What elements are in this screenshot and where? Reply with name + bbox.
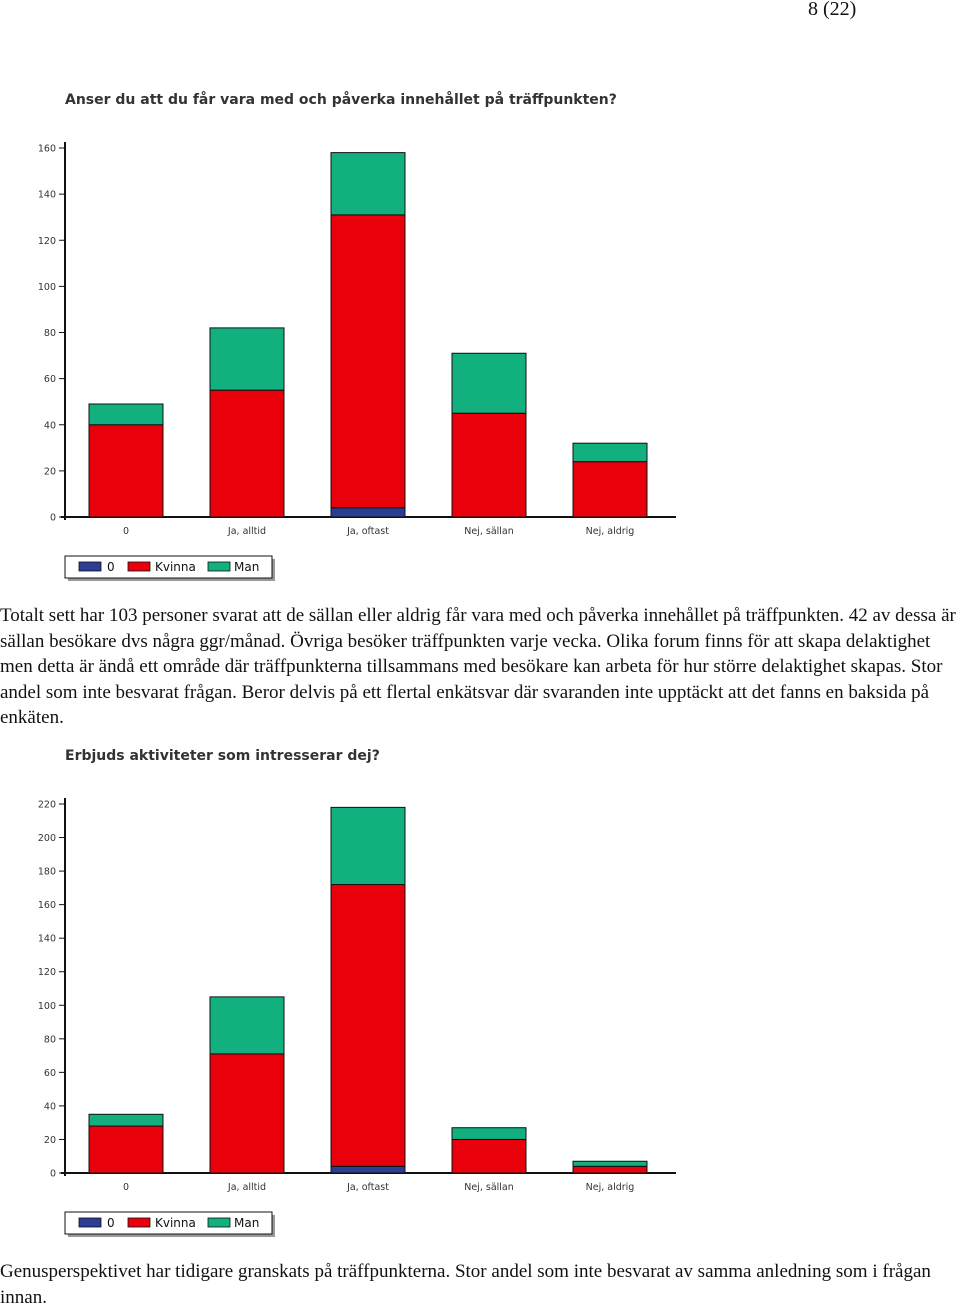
legend-label-2: Man — [234, 560, 260, 574]
y-tick-label: 20 — [43, 1134, 56, 1146]
category-label: Ja, oftast — [347, 1182, 389, 1193]
bar-segment-man-1 — [210, 328, 284, 390]
category-label: Nej, sällan — [464, 1182, 514, 1193]
y-tick-label: 40 — [43, 1101, 56, 1113]
category-label: Nej, aldrig — [585, 526, 635, 537]
category-label: Ja, alltid — [227, 1182, 267, 1193]
y-tick-label: 140 — [37, 189, 56, 201]
bar-segment-man-2 — [331, 807, 405, 884]
legend-swatch-2 — [208, 1218, 230, 1227]
bar-segment-man-1 — [210, 997, 284, 1054]
category-label: Nej, sällan — [464, 526, 514, 537]
bar-segment-kvinna-0 — [89, 425, 163, 517]
y-tick-label: 140 — [37, 933, 56, 945]
y-tick-label: 120 — [37, 235, 56, 247]
legend-label-0: 0 — [107, 560, 115, 574]
y-tick-label: 60 — [43, 1067, 56, 1079]
bar-segment-man-0 — [89, 1114, 163, 1126]
bar-segment-kvinna-3 — [452, 413, 526, 517]
y-tick-label: 0 — [49, 1168, 56, 1180]
bar-segment-kvinna-4 — [573, 462, 647, 517]
legend-swatch-1 — [128, 562, 150, 571]
body-paragraph-1: Totalt sett har 103 personer svarat att de sällan eller aldrig får vara med och påverka innehållet på träffpunkten. 42 av dessa är sällan besökare dvs några ggr/månad. Övriga besöker träffpunkten varje vecka. Olika forum finns för att skapa delaktighet men detta är ändå ett område där träffpunkterna tillsammans med besökare kan arbeta för hur större delaktighet skapas. Stor andel som inte besvarat frågan. Beror delvis på ett flertal enkätsvar där svaranden inte upptäckt att det fanns en baksida på enkäten. — [0, 605, 956, 729]
bar-segment-man-4 — [573, 1161, 647, 1166]
chart-title: Erbjuds aktiviteter som intresserar dej? — [65, 748, 380, 764]
bar-segment-man-3 — [452, 353, 526, 413]
bar-segment-kvinna-0 — [89, 1126, 163, 1173]
legend-swatch-1 — [128, 1218, 150, 1227]
y-tick-label: 100 — [37, 281, 56, 293]
y-tick-label: 180 — [37, 866, 56, 878]
y-tick-label: 160 — [37, 900, 56, 912]
bar-segment-man-3 — [452, 1128, 526, 1140]
category-label: 0 — [122, 1182, 130, 1193]
chart-legend — [65, 1212, 275, 1237]
legend-swatch-2 — [208, 562, 230, 571]
y-tick-label: 0 — [49, 512, 56, 524]
category-label: 0 — [122, 526, 130, 537]
bar-segment-0-2 — [331, 508, 405, 517]
legend-label-1: Kvinna — [155, 560, 196, 574]
y-tick-label: 20 — [43, 466, 56, 478]
legend-label-2: Man — [234, 1216, 260, 1230]
category-label: Nej, aldrig — [585, 1182, 635, 1193]
bar-segment-kvinna-4 — [573, 1166, 647, 1173]
y-tick-label: 60 — [43, 374, 56, 386]
chart-participation — [0, 80, 700, 650]
y-tick-label: 220 — [37, 799, 56, 811]
y-tick-label: 40 — [43, 420, 56, 432]
body-paragraph-2: Genusperspektivet har tidigare granskats på träffpunkterna. Stor andel som inte besvarat av samma anledning som i frågan innan. — [0, 1261, 931, 1308]
legend-label-1: Kvinna — [155, 1216, 196, 1230]
category-label: Ja, alltid — [227, 526, 267, 537]
bar-segment-man-0 — [89, 404, 163, 425]
bar-segment-kvinna-2 — [331, 885, 405, 1167]
bar-segment-0-2 — [331, 1166, 405, 1173]
bar-segment-kvinna-3 — [452, 1139, 526, 1173]
bar-segment-man-4 — [573, 443, 647, 461]
legend-swatch-0 — [79, 562, 101, 571]
y-tick-label: 80 — [43, 328, 56, 339]
y-tick-label: 160 — [37, 143, 56, 155]
bar-segment-kvinna-2 — [331, 215, 405, 508]
y-tick-label: 80 — [43, 1034, 56, 1046]
chart-legend — [65, 556, 275, 581]
y-tick-label: 120 — [37, 967, 56, 979]
category-label: Ja, oftast — [347, 526, 389, 537]
legend-swatch-0 — [79, 1218, 101, 1227]
legend-label-0: 0 — [107, 1216, 115, 1230]
y-tick-label: 200 — [37, 833, 56, 845]
bar-segment-kvinna-1 — [210, 390, 284, 517]
y-tick-label: 100 — [37, 1000, 56, 1012]
bar-segment-kvinna-1 — [210, 1054, 284, 1173]
page-number: 8 (22) — [808, 0, 857, 20]
chart-title: Anser du att du får vara med och påverka innehållet på träffpunkten? — [65, 92, 617, 108]
chart-activities — [0, 736, 700, 1306]
bar-segment-man-2 — [331, 153, 405, 215]
